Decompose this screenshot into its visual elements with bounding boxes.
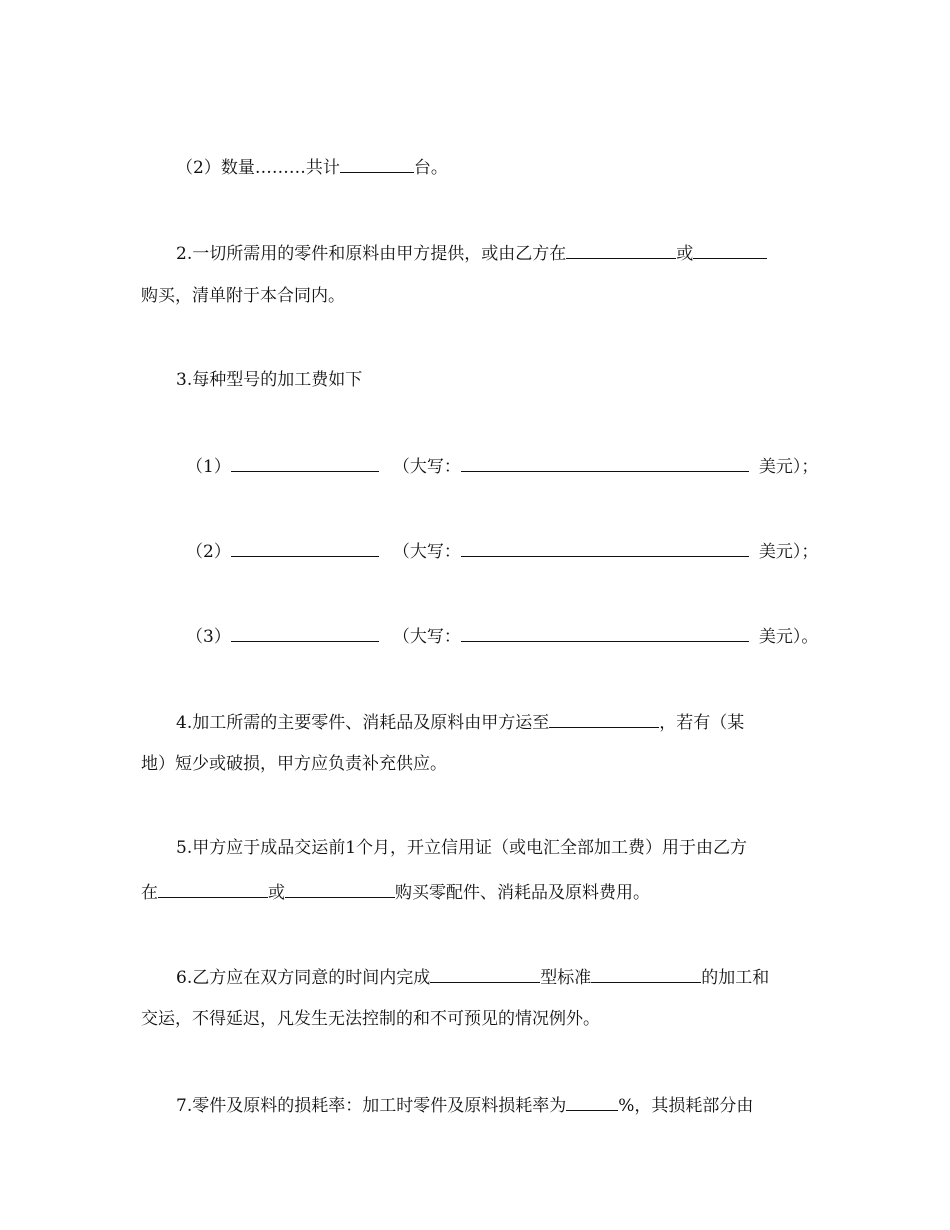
clause4-text: 4.加工所需的主要零件、消耗品及原料由甲方运至 xyxy=(176,713,550,733)
fee-row-number: （1） xyxy=(186,457,231,477)
clause3-heading: 3.每种型号的加工费如下 xyxy=(176,370,363,390)
clause4-text-suffix: ，若有（某 xyxy=(659,713,745,733)
fee-row-end: 。 xyxy=(801,627,819,647)
clause5-line1: 5.甲方应于成品交运前1个月，开立信用证（或电汇全部加工费）用于由乙方 xyxy=(176,838,748,858)
fee-unit: 美元） xyxy=(758,457,802,477)
fee-amount-blank[interactable] xyxy=(231,538,379,557)
quantity-blank[interactable] xyxy=(340,154,414,173)
clause4-line1 xyxy=(176,709,744,735)
clause2-line2: 购买，清单附于本合同内。 xyxy=(141,286,345,306)
fee-daxie-blank[interactable] xyxy=(461,623,749,642)
fee-unit: 美元） xyxy=(758,627,802,647)
fee-row-end: ； xyxy=(801,457,819,477)
clause5-suffix: 购买零配件、消耗品及原料费用。 xyxy=(395,883,650,903)
clause6-suffix: 的加工和 xyxy=(701,968,770,988)
fee-row-number: （3） xyxy=(186,627,231,647)
clause5-prefix: 在 xyxy=(141,883,158,903)
clause2-or: 或 xyxy=(676,244,694,264)
quantity-line xyxy=(176,154,448,180)
quantity-prefix: （2）数量………共计 xyxy=(176,158,340,178)
clause2-blank-1[interactable] xyxy=(566,240,676,259)
clause7-rate-blank[interactable] xyxy=(566,1092,618,1111)
clause6-line2: 交运，不得延迟，凡发生无法控制的和不可预见的情况例外。 xyxy=(141,1009,600,1029)
fee-daxie-label: （大写： xyxy=(392,457,461,477)
fee-daxie-blank[interactable] xyxy=(461,538,749,557)
clause7-suffix: %，其损耗部分由 xyxy=(618,1096,754,1116)
clause7-line1 xyxy=(176,1092,753,1118)
fee-row-number: （2） xyxy=(186,542,231,562)
clause6-line1 xyxy=(176,964,769,990)
fee-daxie-label: （大写： xyxy=(392,627,461,647)
clause2-text: 2.一切所需用的零件和原料由甲方提供，或由乙方在 xyxy=(176,244,567,264)
fee-unit: 美元） xyxy=(758,542,802,562)
clause7-text: 7.零件及原料的损耗率：加工时零件及原料损耗率为 xyxy=(176,1096,567,1116)
fee-row-end: ； xyxy=(801,542,819,562)
clause5-or: 或 xyxy=(268,883,285,903)
clause6-model-blank[interactable] xyxy=(430,964,540,983)
clause6-standard-blank[interactable] xyxy=(591,964,701,983)
fee-amount-blank[interactable] xyxy=(231,453,379,472)
clause4-line2: 地）短少或破损，甲方应负责补充供应。 xyxy=(141,754,447,774)
clause4-destination-blank[interactable] xyxy=(549,709,659,728)
clause5-blank-2[interactable] xyxy=(285,879,395,898)
clause5-line2 xyxy=(141,879,650,905)
clause6-mid: 型标准 xyxy=(540,968,592,988)
fee-amount-blank[interactable] xyxy=(231,623,379,642)
clause6-text: 6.乙方应在双方同意的时间内完成 xyxy=(176,968,431,988)
fee-row-1 xyxy=(186,453,818,479)
fee-row-2 xyxy=(186,538,818,564)
clause5-blank-1[interactable] xyxy=(158,879,268,898)
fee-daxie-blank[interactable] xyxy=(461,453,749,472)
fee-daxie-label: （大写： xyxy=(392,542,461,562)
quantity-suffix: 台。 xyxy=(413,158,448,178)
clause2-blank-2[interactable] xyxy=(693,240,767,259)
fee-row-3 xyxy=(186,623,818,649)
clause2-line1 xyxy=(176,240,767,266)
